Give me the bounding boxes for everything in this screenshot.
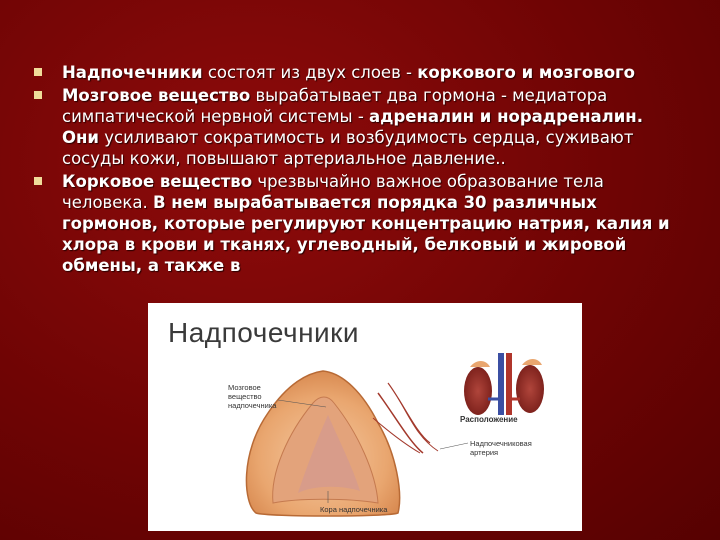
bullet-text: адреналин и норадреналин. Они [62, 107, 643, 147]
bullet-text: коркового и мозгового [417, 63, 635, 82]
bullet-text: Корковое вещество [62, 172, 253, 191]
bullet-item [34, 62, 684, 83]
bullet-text: Мозговое вещество [62, 86, 251, 105]
bullet-text: вырабатывает два гормона - медиатора симпатической нервной системы - [62, 86, 608, 126]
figure-title: Надпочечники [168, 317, 360, 348]
bullet-item [34, 85, 684, 169]
adrenal-gland-figure [148, 303, 582, 531]
bullet-item [34, 171, 684, 276]
bullet-marker-icon [34, 91, 42, 99]
label-cortex: Кора надпочечника [320, 505, 388, 514]
bullet-text: В нем вырабатывается порядка 30 различных гормонов, которые регулируют концентрацию натрия, калия и хлора в крови и тканях, углеводный, белковый и жировой обмены, а также в [62, 193, 670, 275]
label-artery: Надпочечниковая артерия [470, 439, 532, 457]
bullet-list [34, 62, 684, 278]
label-location: Расположение [460, 415, 518, 424]
bullet-text: усиливают сократимость и возбудимость сердца, суживают сосуды кожи, повышают артериальное давление.. [62, 128, 634, 168]
bullet-marker-icon [34, 177, 42, 185]
bullet-text: Надпочечники [62, 63, 203, 82]
bullet-marker-icon [34, 68, 42, 76]
bullet-text: чрезвычайно важное образование тела человека. [62, 172, 604, 212]
label-medulla: Мозговое вещество надпочечника [228, 383, 277, 410]
bullet-text: состоят из двух слоев - [202, 63, 418, 82]
